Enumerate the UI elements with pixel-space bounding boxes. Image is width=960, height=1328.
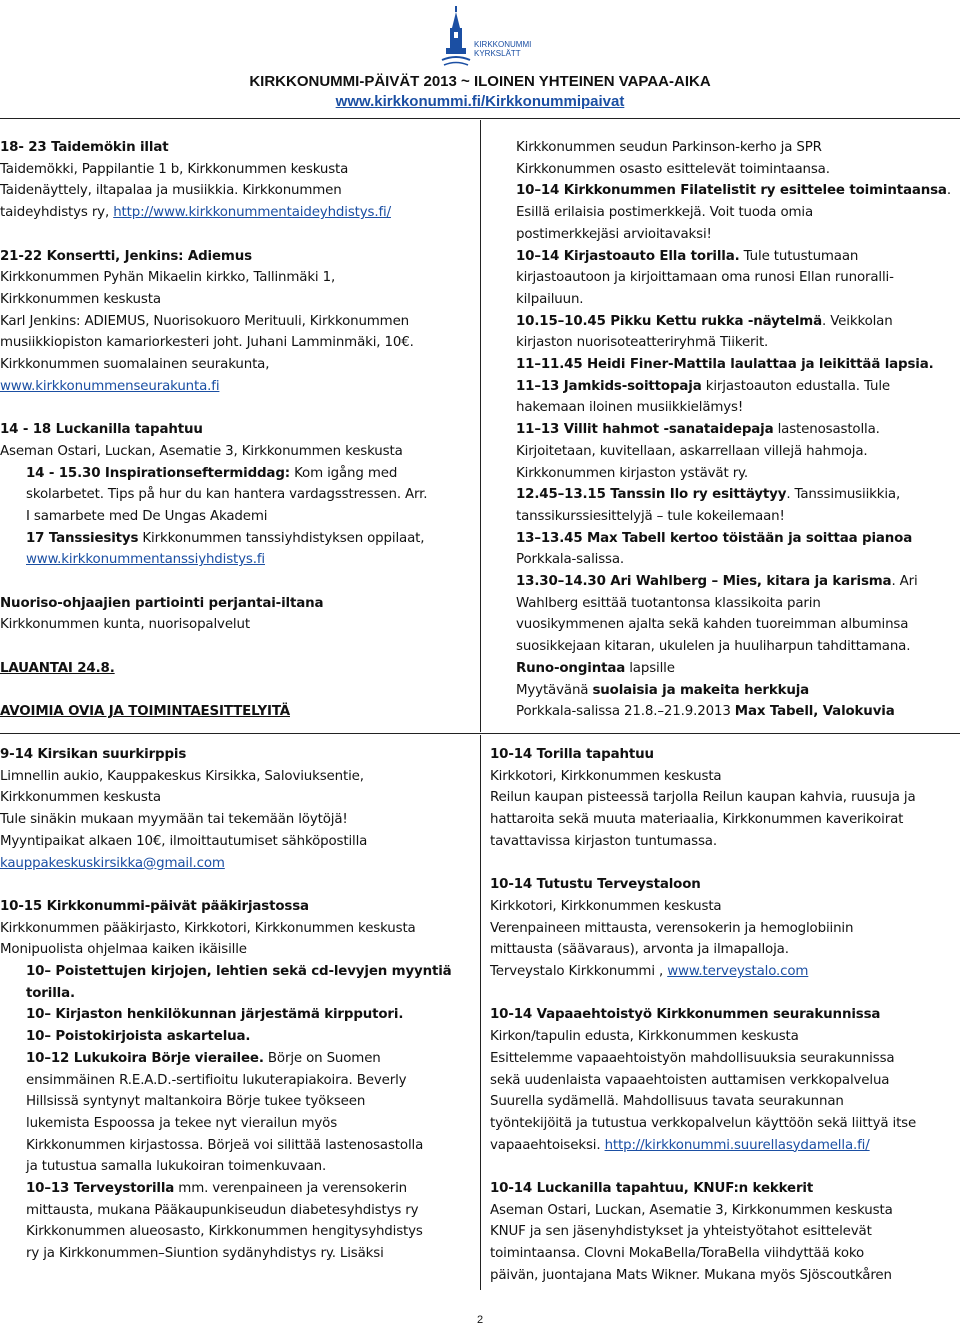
- header-url-link[interactable]: [0, 93, 960, 111]
- event-title: 10-14 Luckanilla tapahtuu, KNUF:n kekkerit: [490, 1181, 814, 1197]
- text-line: [516, 680, 960, 702]
- text-line: Esittelemme vapaaehtoistyön mahdollisuuksia seurakunnissa: [490, 1050, 895, 1066]
- event-title: 10-14 Torilla tapahtuu: [490, 747, 654, 762]
- text-line: Aseman Ostari, Luckan, Asematie 3, Kirkkonummen keskusta: [0, 443, 403, 459]
- logo-text: [474, 40, 531, 58]
- text-line: [516, 180, 960, 202]
- event-title: 14 - 18 Luckanilla tapahtuu: [0, 422, 203, 438]
- right-column-library-program: [516, 137, 960, 723]
- text-line: hattaroita sekä muuta materiaalia, Kirkkonummen kaverikoirat: [490, 812, 904, 828]
- text-line: kirjastoautoon ja kirjoittamaan oma runosi Ellan runoralli-: [516, 270, 894, 286]
- left-column-friday: [0, 137, 474, 723]
- text-line: Kirkkonummen keskusta: [0, 790, 161, 806]
- text-line: [490, 1135, 960, 1157]
- text-line: postimerkkejäsi arvioitavaksi!: [516, 226, 712, 242]
- text-line: Kirkkonummen Pyhän Mikaelin kirkko, Tallinmäki 1,: [0, 270, 336, 286]
- program-item-title: 13.30–14.30 Ari Wahlberg – Mies, kitara ja karisma: [516, 574, 892, 590]
- text-line: Monipuolista ohjelmaa kaiken ikäisille: [0, 942, 247, 958]
- text-line: [0, 463, 474, 485]
- spacer: [0, 571, 474, 593]
- text-line: kilpailuun.: [516, 291, 584, 307]
- text-line: [516, 419, 960, 441]
- sub-event-title: 17 Tanssiesitys: [26, 530, 139, 546]
- text-line: [516, 701, 960, 723]
- spacer: [0, 636, 474, 658]
- program-item-title: 10– Poistettujen kirjojen, lehtien sekä cd-levyjen myyntiä: [26, 964, 452, 980]
- page-number: 2: [476, 1314, 484, 1326]
- program-item-title: torilla.: [26, 985, 75, 1001]
- section-divider: [0, 733, 960, 734]
- text-line: Kirkon/tapulin edusta, Kirkkonummen keskusta: [490, 1029, 799, 1045]
- spacer: [490, 983, 960, 1005]
- church-tower-icon: [440, 4, 530, 70]
- program-item-title: Max Tabell, Valokuvia: [734, 704, 895, 720]
- text-line: kirjaston nuorisoteatteriryhmä Tiikerit.: [516, 335, 769, 351]
- text-line: Kirkkonummen keskusta: [0, 291, 161, 307]
- text-line: Kirkkonummen kirjaston ystävät ry.: [516, 465, 749, 481]
- text-line: Taidemökki, Pappilantie 1 b, Kirkkonummen keskusta: [0, 161, 349, 177]
- program-item-title: 13–13.45 Max Tabell kertoo töistään ja soittaa pianoa: [516, 530, 913, 546]
- program-item-title: 10–14 Kirjastoauto Ella torilla.: [516, 248, 740, 264]
- text-span: . Ari: [891, 574, 918, 590]
- text-line: [0, 528, 474, 550]
- text-line: Suurella sydämellä. Mahdollisuus tavata seurakunnan: [490, 1094, 844, 1110]
- column-divider-bottom: [480, 735, 481, 1290]
- program-item-title: 10–12 Lukukoira Börje vierailee.: [26, 1050, 264, 1066]
- text-line: KNUF ja sen jäsenyhdistykset ja yhteistyötahot esittelevät: [490, 1224, 872, 1240]
- text-line: Kirkkonummen pääkirjasto, Kirkkotori, Kirkkonummen keskusta: [0, 920, 416, 936]
- text-line: Hillsissä syntynyt maltankoira Börje tukee työkseen: [26, 1094, 366, 1110]
- event-title: 10-14 Tutustu Terveystaloon: [490, 877, 701, 893]
- text-line: Limnellin aukio, Kauppakeskus Kirsikka, Saloviuksentie,: [0, 768, 364, 784]
- text-line: ry ja Kirkkonummen–Siuntion sydänyhdistys ry. Lisäksi: [26, 1246, 384, 1262]
- text-span: Kirkkonummen tanssiyhdistyksen oppilaat,: [138, 530, 425, 546]
- text-line: musiikkiopiston kamariorkesteri joht. Juhani Lamminmäki, 10€.: [0, 335, 414, 351]
- text-line: I samarbete med De Ungas Akademi: [26, 508, 268, 524]
- tanssiyhdistys-link[interactable]: www.kirkkonummentanssiyhdistys.fi: [26, 552, 265, 568]
- text-line: [0, 1178, 474, 1200]
- header-url-text[interactable]: www.kirkkonummi.fi/Kirkkonummipaivat: [335, 93, 625, 110]
- suurellasydamella-link[interactable]: http://kirkkonummi.suurellasydamella.fi/: [604, 1137, 870, 1153]
- text-span: mm. verenpaineen ja verensokerin: [174, 1181, 408, 1197]
- text-line: tanssikurssiesittelyjä – tule kokeilemaan!: [516, 508, 785, 524]
- spacer: [490, 853, 960, 875]
- text-span: vapaaehtoiseksi.: [490, 1137, 605, 1153]
- text-line: [516, 658, 960, 680]
- text-line: Kirkkonummen kunta, nuorisopalvelut: [0, 617, 250, 633]
- text-span: . Tanssimusiikkia,: [786, 487, 901, 503]
- sub-event-title: 14 - 15.30 Inspirationseftermiddag:: [26, 465, 290, 481]
- text-span: lapsille: [625, 660, 675, 676]
- text-line: suosikkejaan kitaran, ukulelen ja huuliharpun tahdittamana.: [516, 639, 911, 655]
- left-column-saturday: [0, 744, 474, 1265]
- section-heading: AVOIMIA OVIA JA TOIMINTAESITTELYITÄ: [0, 704, 290, 720]
- text-line: sekä uudenlaista vapaaehtoisten auttamisen verkkopalvelua: [490, 1072, 890, 1088]
- spacer: [0, 224, 474, 246]
- text-line: [0, 1048, 474, 1070]
- text-line: [0, 202, 474, 224]
- text-line: Verenpaineen mittausta, verensokerin ja hemoglobiinin: [490, 920, 854, 936]
- program-item-title: 10.15–10.45 Pikku Kettu rukka -näytelmä: [516, 313, 822, 329]
- text-line: skolarbetet. Tips på hur du kan hantera vardagsstressen. Arr.: [26, 487, 428, 503]
- text-line: [516, 484, 960, 506]
- text-span: Myytävänä: [516, 682, 593, 698]
- day-heading: LAUANTAI 24.8.: [0, 660, 115, 676]
- text-line: Reilun kaupan pisteessä tarjolla Reilun kaupan kahvia, ruusuja ja: [490, 790, 916, 806]
- column-divider-top: [480, 120, 481, 732]
- text-line: toimintaansa. Clovni MokaBella/ToraBella viihdyttää koko: [490, 1246, 865, 1262]
- logo-line-1: KIRKKONUMMI: [474, 40, 532, 49]
- text-line: Aseman Ostari, Luckan, Asematie 3, Kirkkonummen keskusta: [490, 1202, 893, 1218]
- text-line: Porkkala-salissa.: [516, 552, 625, 568]
- program-item-title: 10– Kirjaston henkilökunnan järjestämä kirpputori.: [26, 1007, 404, 1023]
- right-column-saturday: [490, 744, 960, 1287]
- text-line: Kirkkotori, Kirkkonummen keskusta: [490, 898, 722, 914]
- text-line: ja tutustua samalla lukukoiran toimenkuvaan.: [26, 1159, 327, 1175]
- text-span: kirjastoauton edustalla. Tule: [701, 378, 890, 394]
- text-line: Kirkkonummen suomalainen seurakunta,: [0, 357, 270, 373]
- program-item-title: Runo-ongintaa: [516, 660, 626, 676]
- terveystalo-link[interactable]: www.terveystalo.com: [667, 964, 809, 980]
- kirkkonummi-logo: [440, 4, 530, 70]
- program-item-title: 10–13 Terveystorilla: [26, 1181, 175, 1197]
- text-span: Börje on Suomen: [263, 1050, 381, 1066]
- text-line: lukemista Espoossa ja tekee nyt vierailun myös: [26, 1115, 338, 1131]
- text-line: ensimmäinen R.E.A.D.-sertifioitu lukuterapiakoira. Beverly: [26, 1072, 407, 1088]
- text-line: [516, 376, 960, 398]
- spacer: [0, 680, 474, 702]
- logo-line-2: KYRKSLÄTT: [474, 49, 521, 58]
- text-span: .: [946, 183, 951, 199]
- program-item-title: 11–13 Villit hahmot -sanataidepaja: [516, 422, 774, 438]
- text-span: Kom igång med: [289, 465, 398, 481]
- header-divider: [0, 118, 960, 119]
- text-line: Esillä erilaisia postimerkkejä. Voit tuoda omia: [516, 205, 814, 221]
- text-line: Kirkkonummen kirjastossa. Börjeä voi silittää lastenosastolla: [26, 1137, 424, 1153]
- program-item-title: 11–13 Jamkids-soittopaja: [516, 378, 702, 394]
- text-line: vuosikymmenen ajalta sekä kahden tuoreimman albuminsa: [516, 617, 909, 633]
- email-link[interactable]: kauppakeskuskirsikka@gmail.com: [0, 855, 225, 871]
- text-line: Taidenäyttely, iltapalaa ja musiikkia. Kirkkonummen: [0, 183, 342, 199]
- spacer: [0, 397, 474, 419]
- event-title: 18- 23 Taidemökin illat: [0, 140, 169, 155]
- program-item-title: 10– Poistokirjoista askartelua.: [26, 1029, 251, 1045]
- event-title: Nuoriso-ohjaajien partiointi perjantai-iltana: [0, 595, 324, 611]
- text-line: Myyntipaikat alkaen 10€, ilmoittautumiset sähköpostilla: [0, 833, 368, 849]
- page-title: KIRKKONUMMI-PÄIVÄT 2013 ~ ILOINEN YHTEINEN VAPAA-AIKA: [249, 73, 711, 90]
- text-line: Kirkkonummen alueosasto, Kirkkonummen hengitysyhdistys: [26, 1224, 423, 1240]
- taideyhdistys-link[interactable]: http://www.kirkkonummentaideyhdistys.fi/: [113, 205, 391, 221]
- text-line: Kirkkonummen seudun Parkinson-kerho ja SPR: [516, 140, 822, 155]
- spacer: [0, 874, 474, 896]
- program-item-title: 11–11.45 Heidi Finer-Mattila laulattaa ja leikittää lapsia.: [516, 357, 934, 373]
- event-title: 10-15 Kirkkonummi-päivät pääkirjastossa: [0, 898, 309, 914]
- text-line: Kirkkonummen osasto esittelevät toimintaansa.: [516, 161, 830, 177]
- event-title: 21-22 Konsertti, Jenkins: Adiemus: [0, 248, 252, 264]
- text-line: Kirjoitetaan, kuvitellaan, askarrellaan villejä hahmoja.: [516, 443, 868, 459]
- text-line: mittausta (säävaraus), arvonta ja ilmapalloja.: [490, 942, 789, 958]
- text-span: . Veikkolan: [822, 313, 893, 329]
- event-title: 10-14 Vapaaehtoistyö Kirkkonummen seurakunnissa: [490, 1007, 881, 1023]
- text-line: Karl Jenkins: ADIEMUS, Nuorisokuoro Merituuli, Kirkkonummen: [0, 313, 409, 329]
- event-title: 9-14 Kirsikan suurkirppis: [0, 747, 187, 762]
- text-line: päivän, juontajana Mats Wikner. Mukana myös Sjöscoutkåren: [490, 1267, 892, 1283]
- text-span: Terveystalo Kirkkonummi ,: [490, 964, 668, 980]
- program-item-title: 10–14 Kirkkonummen Filatelistit ry esittelee toimintaansa: [516, 183, 947, 199]
- text-span: lastenosastolla.: [773, 422, 880, 438]
- text-line: [516, 246, 960, 268]
- text-line: Tule sinäkin mukaan myymään tai tekemään löytöjä!: [0, 812, 348, 828]
- spacer: [490, 1156, 960, 1178]
- seurakunta-link[interactable]: www.kirkkonummenseurakunta.fi: [0, 378, 220, 394]
- text-line: [490, 961, 960, 983]
- text-line: työntekijöitä ja tutustua verkkopalvelun käyttöön sekä liittyä itse: [490, 1115, 917, 1131]
- text-line: Wahlberg esittää tuotantonsa klassikoita parin: [516, 595, 821, 611]
- text-span: Porkkala-salissa 21.8.–21.9.2013: [516, 704, 735, 720]
- program-item-title: 12.45–13.15 Tanssin Ilo ry esittäytyy: [516, 487, 787, 503]
- text-line: hakemaan iloinen musiikkielämys!: [516, 400, 744, 416]
- text-line: mittausta, mukana Pääkaupunkiseudun diabetesyhdistys ry: [26, 1202, 419, 1218]
- text-line: tavattavissa kirjaston tuntumassa.: [490, 833, 717, 849]
- text-line: [516, 311, 960, 333]
- text-span: taideyhdistys ry,: [0, 205, 114, 221]
- text-line: [516, 571, 960, 593]
- text-line: Kirkkotori, Kirkkonummen keskusta: [490, 768, 722, 784]
- program-item-title: suolaisia ja makeita herkkuja: [592, 682, 810, 698]
- text-span: Tule tutustumaan: [739, 248, 859, 264]
